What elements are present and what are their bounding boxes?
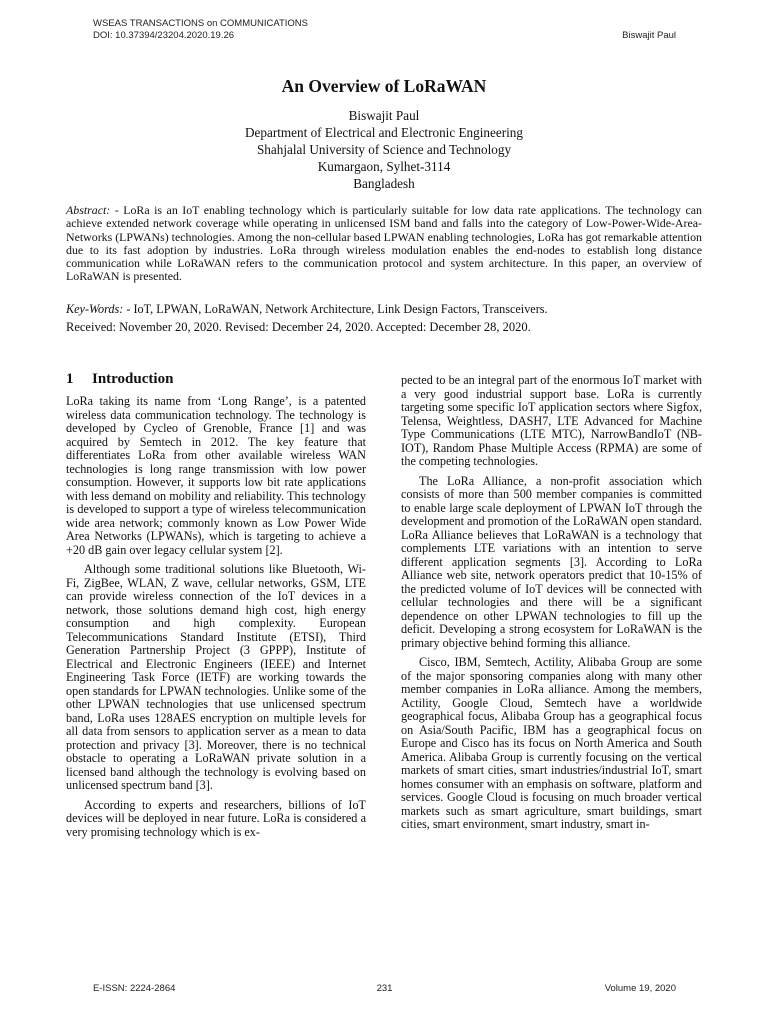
paragraph: The LoRa Alliance, a non-profit association which consists of more than 500 member companies is committed to enable large scale deployment of LPWAN IoT through the development and promotion of the LoRaWAN open standard. LoRa Alliance believes that LoRaWAN is a technology that complements LTE variations with an intention to serve different application segments [3]. According to LoRa Alliance web site, network operators predict that 10-15% of the predicted volume of IoT devices will be connected with cellular technologies and there will be a significant dependence on other LPWAN technologies to fill up the deficit. Developing a strong ecosystem for LoRaWAN is the primary objective behind forming this alliance.	[401, 473, 702, 650]
keywords-label: Key-Words:	[66, 302, 124, 316]
issn: E-ISSN: 2224-2864	[93, 983, 176, 994]
section-number: 1	[66, 371, 74, 387]
page-number: 231	[376, 983, 393, 994]
journal-name: WSEAS TRANSACTIONS on COMMUNICATIONS	[93, 18, 309, 29]
left-column	[66, 395, 366, 845]
page-footer	[93, 983, 676, 997]
header-author: Biswajit Paul	[622, 30, 676, 41]
doi: DOI: 10.37394/23204.2020.19.26	[93, 30, 235, 41]
paper-title: An Overview of LoRaWAN	[281, 76, 487, 96]
keywords	[66, 302, 702, 317]
paragraph: Although some traditional solutions like Bluetooth, Wi-Fi, ZigBee, WLAN, Z wave, cellular networks, GSM, LTE can provide wireless connection of the IoT devices in a network, those solutions demand high cost, high energy consumption and high complexity. European Telecommunications Standard Institute (ETSI), Third Generation Partnership Project (3 GPPP), Institute of Electrical and Electronic Engineers (IEEE) and Internet Engineering Task Force (IETF) are working towards the open standards for LPWAN technologies. Unlike some of the other LPWAN technologies that use unlicensed spectrum band, LoRa uses 128AES encryption on multiple levels for all data from sensors to application server as a mean to data protection and privacy [3]. Moreover, there is no technical obstacle to operating a LoRaWAN private solution in a licensed band although the technology is evolving based on unlicensed spectrum band [3].	[66, 562, 366, 792]
paragraph: According to experts and researchers, billions of IoT devices will be deployed in near future. LoRa is considered a very promising technology which is ex-	[66, 797, 366, 839]
abstract	[66, 204, 702, 284]
section-heading	[66, 371, 173, 388]
paragraph: pected to be an integral part of the enormous IoT market with a very good industrial support base. LoRa is currently targeting some specific IoT application sectors where Sigfox, Telensa, Weightless, DASH7, LTE Advanced for Machine Type Communications (LTE MTC), NarrowBandIoT (NB-IOT), Random Phase Multiple Access (RPMA) are some of the competing technologies.	[401, 373, 702, 468]
author-country: Bangladesh	[353, 176, 415, 191]
author-name: Biswajit Paul	[348, 108, 420, 123]
running-header	[93, 18, 676, 42]
paragraph: LoRa taking its name from ‘Long Range’, is a patented wireless data communication technology. The technology is developed by Cycleo of Grenoble, France [1] and was acquired by Semtech in 2012. The key feature that differentiates LoRa from other available wireless WAN technologies is long range transmission with low power consumption. However, it supports low bit rate applications with less demand on mobility and reliability. This technology is developed to support a type of wireless telecommunication wide area network; commonly known as Low Power Wide Area Networks (LPWANs), which is targeting to achieve a +20 dB gain over legacy cellular system [2].	[66, 394, 366, 557]
received-dates: Received: November 20, 2020. Revised: December 24, 2020. Accepted: December 28, 2020.	[66, 320, 531, 334]
abstract-label: Abstract:	[66, 203, 111, 217]
abstract-text: - LoRa is an IoT enabling technology which is particularly suitable for low data rate applications. The technology can achieve extended network coverage while operating in unlicensed ISM band and falls into the category of Low-Power-Wide-Area-Networks (LPWANs) technologies. Among the non-cellular based LPWAN enabling technologies, LoRa has got remarkable attention due to its fast adoption by industries. LoRa through wireless modulation enables the end-nodes to establish long distance communication while LoRaWAN refers to the communication protocol and system architecture. In this paper, an overview of LoRaWAN is presented.	[66, 203, 702, 284]
paragraph: Cisco, IBM, Semtech, Actility, Alibaba Group are some of the major sponsoring companies along with many other member companies in LoRa alliance. Among the members, Actility, Google Cloud, Semtech have a worldwide geographical focus, Alibaba Group has a geographical focus on Asia/South Pacific, IBM has a geographical focus on Europe and Cisco has its focus on North America and South America. Alibaba Group is currently focusing on the vertical markets of smart cities, smart industries/industrial IoT, smart homes consumer with an emphasis on software, platform and services. Google Cloud is focusing on much broader vertical markets such as smart agriculture, smart buildings, smart cities, smart environment, smart industry, smart in-	[401, 655, 702, 831]
keywords-text: - IoT, LPWAN, LoRaWAN, Network Architecture, Link Design Factors, Transceivers.	[123, 302, 548, 316]
section-title: Introduction	[92, 371, 174, 387]
right-column	[401, 374, 702, 838]
author-university: Shahjalal University of Science and Technology	[256, 142, 512, 157]
author-city: Kumargaon, Sylhet-3114	[317, 159, 451, 174]
volume: Volume 19, 2020	[604, 983, 676, 994]
author-department: Department of Electrical and Electronic Engineering	[245, 125, 523, 140]
author-block	[0, 107, 768, 192]
